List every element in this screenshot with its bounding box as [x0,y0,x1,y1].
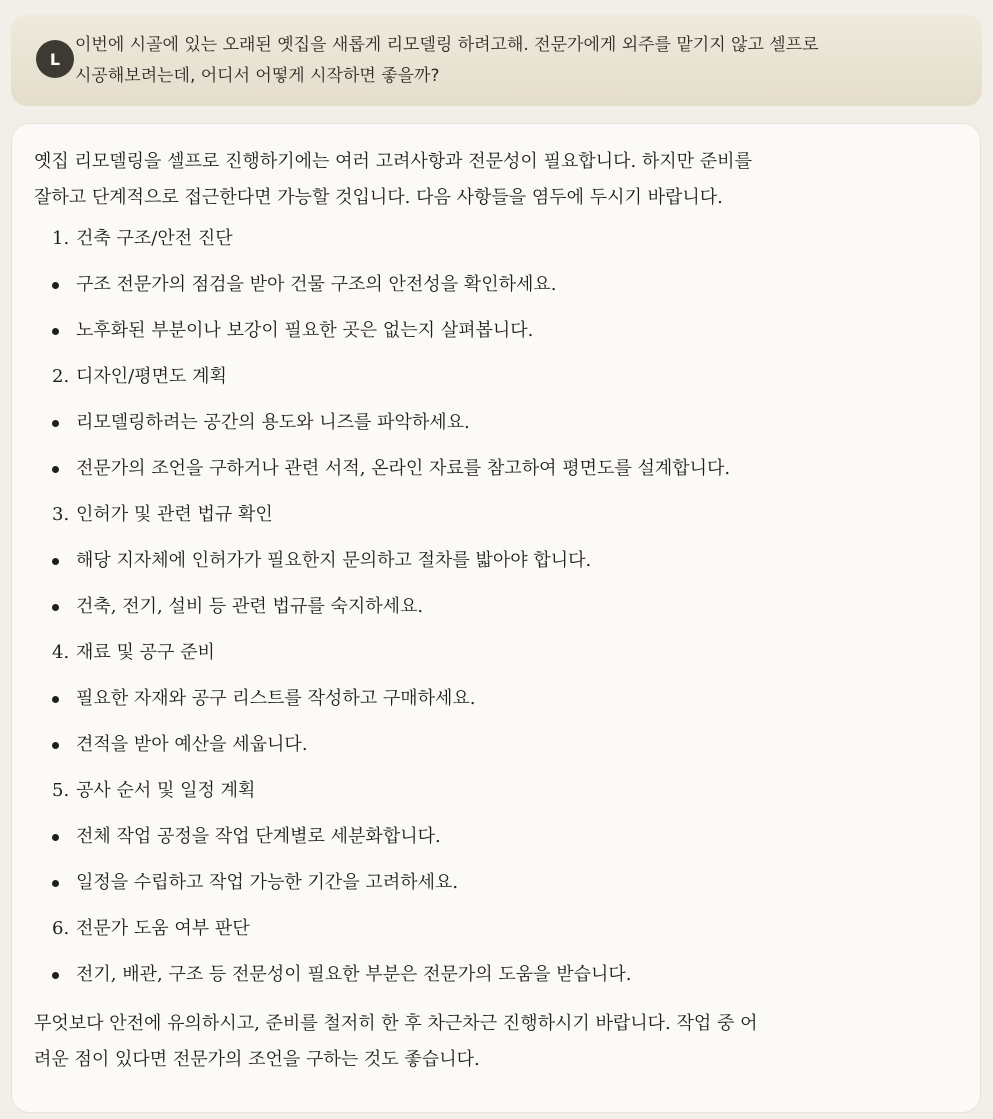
list-item-text: 전문가의 조언을 구하거나 관련 서적, 온라인 자료를 참고하여 평면도를 설계합니다. [76,458,731,479]
list-item [34,400,958,446]
list-item-text: 해당 지자체에 인허가가 필요한지 문의하고 절차를 밟아야 합니다. [76,550,592,571]
step-number: 5. [52,780,70,801]
assistant-intro: 옛집 리모델링을 셀프로 진행하기에는 여러 고려사항과 전문성이 필요합니다. 하지만 준비를 잘하고 단계적으로 접근한다면 가능할 것입니다. 다음 사항들을 염두에 두시기 바랍니다. [34,151,752,208]
list-item-text: 노후화된 부분이나 보강이 필요한 곳은 없는지 살펴봅니다. [76,320,534,341]
list-item-text: 견적을 받아 예산을 세웁니다. [76,734,308,755]
bullet-icon [52,880,59,887]
user-avatar [36,40,74,78]
list-item [34,676,958,722]
step-section [34,354,958,492]
bullet-icon [52,466,59,473]
list-item [34,308,958,354]
list-item-text: 전체 작업 공정을 작업 단계별로 세분화합니다. [76,826,441,847]
step-number: 1. [52,228,70,249]
list-item-text: 구조 전문가의 점검을 받아 건물 구조의 안전성을 확인하세요. [76,274,557,295]
list-item [34,538,958,584]
step-title: 전문가 도움 여부 판단 [76,918,250,939]
bullet-icon [52,604,59,611]
step-list [34,216,958,998]
step-title: 디자인/평면도 계획 [76,366,227,387]
bullet-icon [52,742,59,749]
list-item-text: 일정을 수립하고 작업 가능한 기간을 고려하세요. [76,872,459,893]
list-item [34,262,958,308]
step-heading [34,216,958,262]
list-item-text: 전기, 배관, 구조 등 전문성이 필요한 부분은 전문가의 도움을 받습니다. [76,964,632,985]
bullet-icon [52,282,59,289]
step-title: 인허가 및 관련 법규 확인 [76,504,273,525]
bullet-icon [52,696,59,703]
step-heading [34,354,958,400]
step-heading [34,906,958,952]
bullet-icon [52,558,59,565]
step-title: 공사 순서 및 일정 계획 [76,780,256,801]
list-item-text: 리모델링하려는 공간의 용도와 니즈를 파악하세요. [76,412,470,433]
step-number: 6. [52,918,70,939]
list-item [34,584,958,630]
step-number: 3. [52,504,70,525]
bullet-icon [52,972,59,979]
step-heading [34,768,958,814]
step-heading [34,630,958,676]
step-number: 2. [52,366,70,387]
step-section [34,768,958,906]
user-message-bubble [11,14,982,106]
bullet-icon [52,328,59,335]
list-item [34,722,958,768]
list-item [34,860,958,906]
bullet-icon [52,420,59,427]
user-message-text: 이번에 시골에 있는 오래된 옛집을 새롭게 리모델링 하려고해. 전문가에게 외주를 맡기지 않고 셀프로 시공해보려는데, 어디서 어떻게 시작하면 좋을까? [75,35,819,86]
assistant-outro: 무엇보다 안전에 유의하시고, 준비를 철저히 한 후 차근차근 진행하시기 바랍니다. 작업 중 어 려운 점이 있다면 전문가의 조언을 구하는 것도 좋습니다. [34,1013,758,1070]
step-title: 재료 및 공구 준비 [76,642,215,663]
list-item [34,952,958,998]
step-section [34,630,958,768]
step-section [34,492,958,630]
list-item-text: 건축, 전기, 설비 등 관련 법규를 숙지하세요. [76,596,424,617]
list-item [34,446,958,492]
step-number: 4. [52,642,70,663]
step-section [34,216,958,354]
list-item-text: 필요한 자재와 공구 리스트를 작성하고 구매하세요. [76,688,476,709]
bullet-icon [52,834,59,841]
avatar-letter: L [49,49,61,69]
assistant-message-bubble [11,123,981,1113]
step-section [34,906,958,998]
list-item [34,814,958,860]
step-title: 건축 구조/안전 진단 [76,228,233,249]
step-heading [34,492,958,538]
